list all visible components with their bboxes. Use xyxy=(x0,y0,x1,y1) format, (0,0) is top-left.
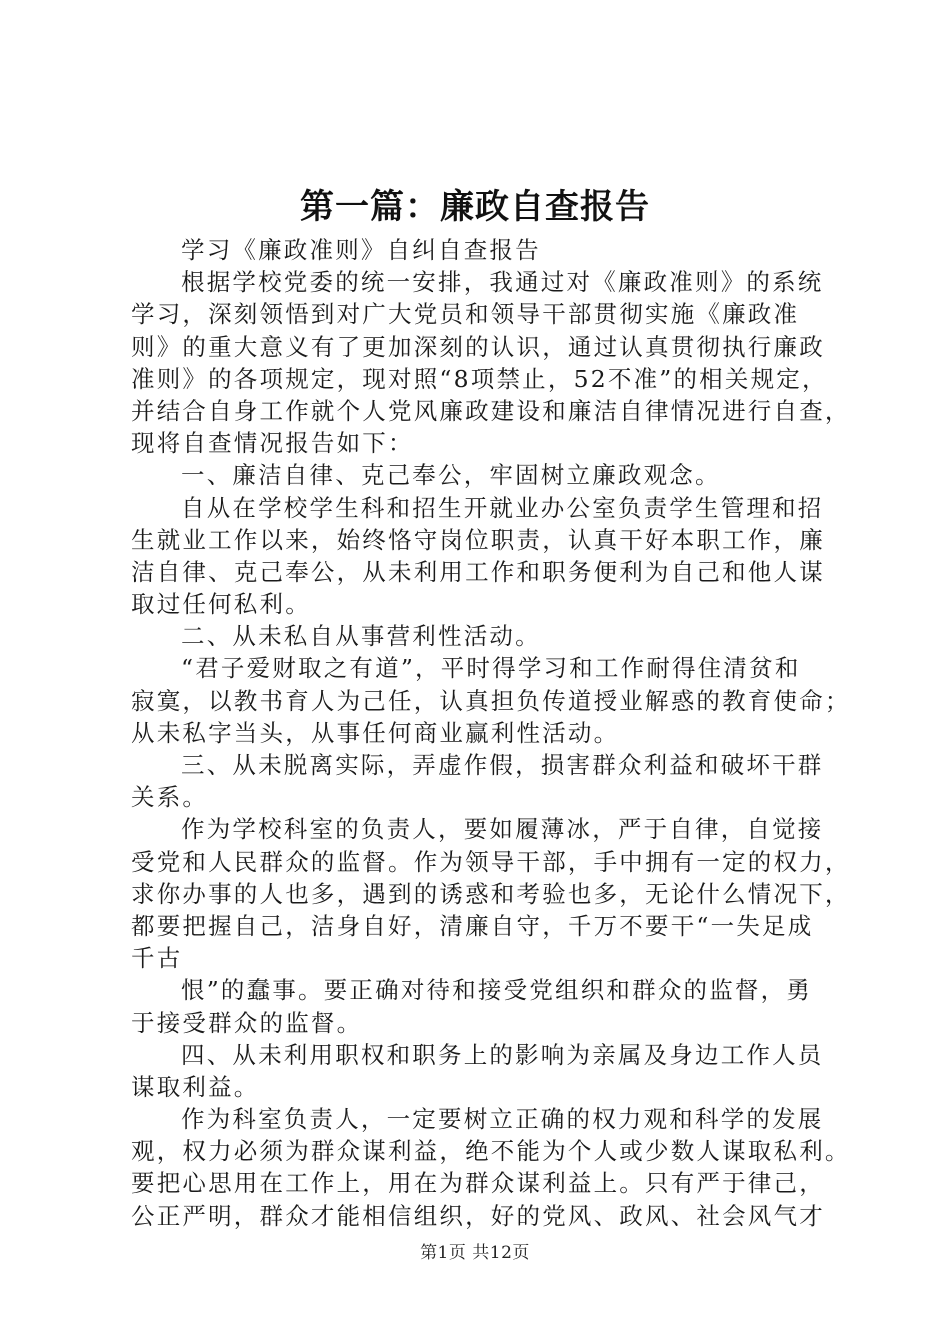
document-body xyxy=(131,234,851,1232)
text-line: 求你办事的人也多，遇到的诱惑和考验也多，无论什么情况下， xyxy=(131,879,851,908)
text-line: 根据学校党委的统一安排，我通过对《廉政准则》的系统 xyxy=(181,268,824,297)
text-line: 千古 xyxy=(131,944,183,973)
text-line: 生就业工作以来，始终恪守岗位职责，认真干好本职工作，廉 xyxy=(131,525,825,554)
text-line: 一、廉洁自律、克己奉公，牢固树立廉政观念。 xyxy=(181,461,721,490)
paragraph xyxy=(131,266,851,459)
page-footer: 第1页 共12页 xyxy=(420,1243,530,1263)
text-line: 公正严明，群众才能相信组织，好的党风、政风、社会风气才 xyxy=(131,1201,825,1230)
text-line: 于接受群众的监督。 xyxy=(131,1008,363,1037)
text-line: 现将自查情况报告如下： xyxy=(131,429,414,458)
paragraph xyxy=(131,492,831,621)
text-line: 三、从未脱离实际，弄虚作假，损害群众利益和破坏干群 xyxy=(181,751,824,779)
text-line: 都要把握自己，洁身自好，清廉自守，千万不要干“一失足成 xyxy=(131,911,814,940)
text-line: 则》的重大意义有了更加深刻的认识，通过认真贯彻执行廉政 xyxy=(131,332,825,361)
text-line: 恨”的蠢事。要正确对待和接受党组织和群众的监督，勇 xyxy=(181,976,813,1005)
paragraph xyxy=(131,652,851,749)
text-line: 取过任何私利。 xyxy=(131,590,311,619)
text-line: 学习《廉政准则》自纠自查报告 xyxy=(181,236,541,264)
text-line: 观，权力必须为群众谋利益，绝不能为个人或少数人谋取私利。 xyxy=(131,1137,851,1166)
text-line: 并结合自身工作就个人党风廉政建设和廉洁自律情况进行自查， xyxy=(131,396,851,425)
paragraph xyxy=(131,1039,831,1103)
paragraph xyxy=(131,1103,851,1232)
text-line: 从未私字当头，从事任何商业赢利性活动。 xyxy=(131,718,620,747)
text-line: 二、从未私自从事营利性活动。 xyxy=(181,622,541,651)
text-line: “君子爱财取之有道”，平时得学习和工作耐得住清贫和 xyxy=(181,654,801,683)
text-line: 学习，深刻领悟到对广大党员和领导干部贯彻实施《廉政准 xyxy=(131,300,800,329)
text-line: 四、从未利用职权和职务上的影响为亲属及身边工作人员 xyxy=(181,1040,824,1069)
paragraph xyxy=(131,749,831,813)
text-line: 准则》的各项规定，现对照“8项禁止，52不准”的相关规定， xyxy=(131,364,828,393)
paragraph xyxy=(131,234,831,266)
paragraph xyxy=(131,459,831,491)
text-line: 自从在学校学生科和招生开就业办公室负责学生管理和招 xyxy=(181,493,824,522)
paragraph xyxy=(131,974,831,1038)
paragraph xyxy=(131,813,851,974)
text-line: 关系。 xyxy=(131,783,209,812)
text-line: 谋取利益。 xyxy=(131,1072,260,1101)
text-line: 洁自律、克己奉公，从未利用工作和职务便利为自己和他人谋 xyxy=(131,557,825,586)
text-line: 寂寞，以教书育人为己任，认真担负传道授业解惑的教育使命； xyxy=(131,686,851,715)
document-title: 第一篇：廉政自查报告 xyxy=(300,187,650,227)
text-line: 受党和人民群众的监督。作为领导干部，手中拥有一定的权力， xyxy=(131,847,851,876)
text-line: 要把心思用在工作上，用在为群众谋利益上。只有严于律己， xyxy=(131,1169,825,1198)
text-line: 作为科室负责人，一定要树立正确的权力观和科学的发展 xyxy=(181,1105,824,1134)
paragraph xyxy=(131,620,831,652)
text-line: 作为学校科室的负责人，要如履薄冰，严于自律，自觉接 xyxy=(181,815,824,844)
